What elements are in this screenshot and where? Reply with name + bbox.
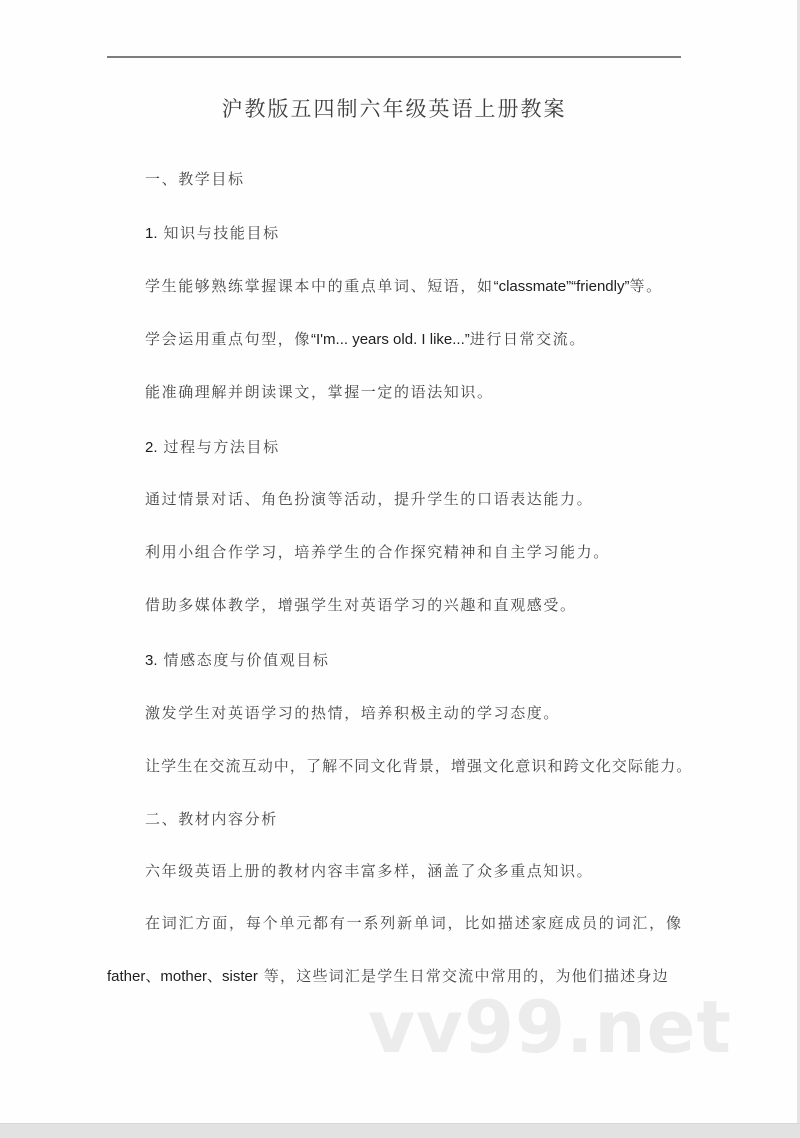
paragraph-text: 学生能够熟练掌握课本中的重点单词、短语，如 [145,277,494,295]
paragraph: 借助多媒体教学，增强学生对英语学习的兴趣和直观感受。 [145,596,577,614]
paragraph: 让学生在交流互动中，了解不同文化背景，增强文化意识和跨文化交际能力。 [145,757,693,775]
section-heading-1: 一、教学目标 [145,170,245,188]
paragraph-text: 学会运用重点句型，像 [145,330,312,348]
paragraph-line-2 [107,965,669,986]
subsection-heading-1 [145,222,280,243]
paragraph-line-1: 在词汇方面，每个单元都有一系列新单词，比如描述家庭成员的词汇，像 [145,914,681,932]
subsection-number: 3. [145,652,158,669]
english-terms: father、mother、sister [107,968,258,985]
subsection-number: 2. [145,439,158,456]
paragraph: 利用小组合作学习，培养学生的合作探究精神和自主学习能力。 [145,543,610,561]
subsection-number: 1. [145,225,158,242]
paragraph [145,275,663,296]
subsection-title: 过程与方法目标 [163,438,280,456]
paragraph-text: 进行日常交流。 [469,330,586,348]
paragraph [145,328,586,349]
page-bottom-edge [0,1123,800,1138]
subsection-heading-2 [145,436,280,457]
document-title: 沪教版五四制六年级英语上册教案 [221,97,567,121]
paragraph: 能准确理解并朗读课文，掌握一定的语法知识。 [145,383,494,401]
english-sentence: “I'm... years old. I like...” [311,331,470,348]
paragraph: 通过情景对话、角色扮演等活动，提升学生的口语表达能力。 [145,490,594,508]
paragraph: 六年级英语上册的教材内容丰富多样，涵盖了众多重点知识。 [145,862,594,880]
section-heading-2: 二、教材内容分析 [145,810,278,828]
subsection-heading-3 [145,649,330,670]
paragraph-text: 等。 [629,277,663,295]
english-terms: “classmate”“friendly” [493,278,630,295]
subsection-title: 知识与技能目标 [163,224,280,242]
paragraph-text: 等，这些词汇是学生日常交流中常用的，为他们描述身边 [257,967,669,985]
paragraph: 激发学生对英语学习的热情，培养积极主动的学习态度。 [145,704,561,722]
watermark: vv99.net [368,985,732,1069]
subsection-title: 情感态度与价值观目标 [163,651,330,669]
header-rule [107,56,681,58]
